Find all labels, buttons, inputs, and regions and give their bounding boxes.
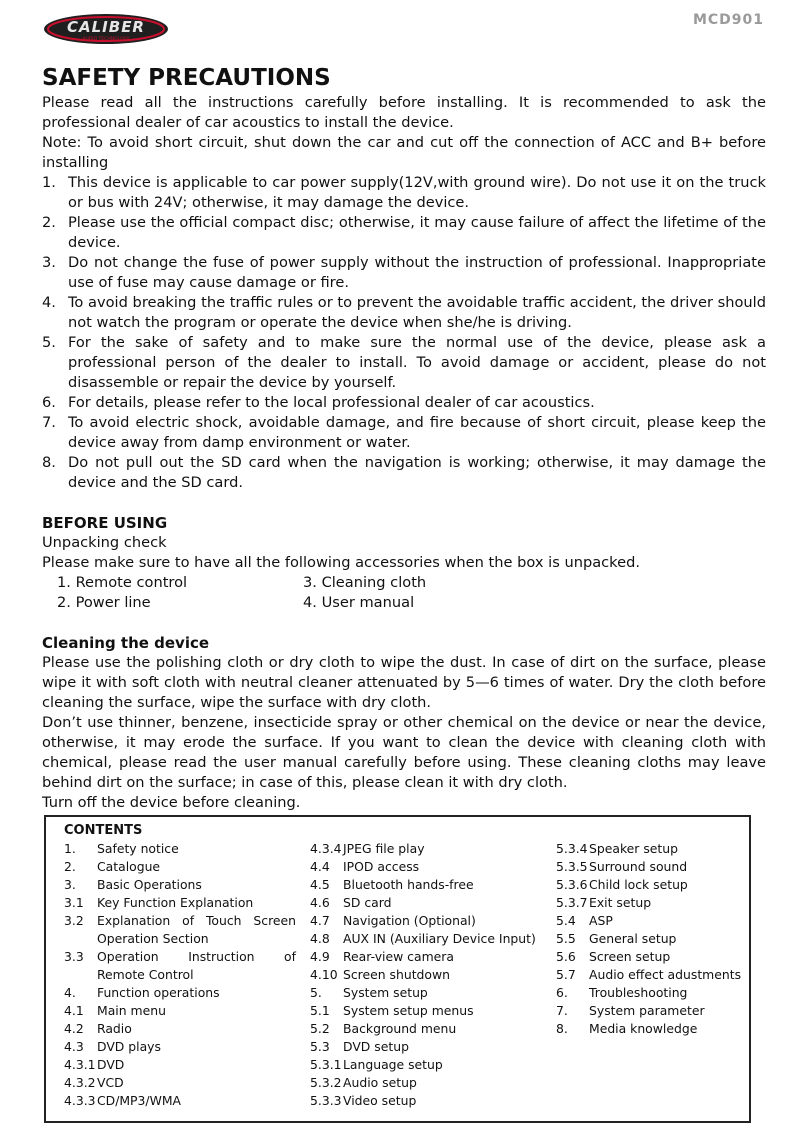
contents-item bbox=[556, 858, 746, 876]
contents-item bbox=[310, 1092, 544, 1110]
contents-item-number: 5.3 bbox=[310, 1039, 330, 1054]
contents-item-label: ASP bbox=[589, 913, 613, 928]
contents-item-number: 5.5 bbox=[556, 931, 576, 946]
list-item bbox=[42, 413, 766, 453]
contents-item-label: Language setup bbox=[343, 1057, 443, 1072]
contents-item-number: 4.3.3 bbox=[64, 1093, 96, 1108]
contents-item-label: Exit setup bbox=[589, 895, 652, 910]
safety-note: Note: To avoid short circuit, shut down the car and cut off the connection of ACC and B+ before installing bbox=[42, 134, 766, 171]
contents-item-label: DVD plays bbox=[97, 1039, 161, 1054]
contents-item-label: Explanation of Touch Screen Operation Section bbox=[97, 913, 296, 946]
contents-item bbox=[556, 840, 746, 858]
contents-item-number: 5.3.3 bbox=[310, 1093, 342, 1108]
contents-item-number: 3.1 bbox=[64, 895, 84, 910]
contents-item-number: 4.7 bbox=[310, 913, 330, 928]
contents-item-number: 1. bbox=[64, 841, 76, 856]
contents-item-number: 5.3.4 bbox=[556, 841, 588, 856]
safety-title: SAFETY PRECAUTIONS bbox=[42, 65, 331, 91]
contents-item-label: Navigation (Optional) bbox=[343, 913, 476, 928]
contents-item-number: 5.7 bbox=[556, 967, 576, 982]
svg-text:CALIBER: CALIBER bbox=[67, 18, 145, 36]
contents-item bbox=[556, 912, 746, 930]
contents-item bbox=[556, 984, 746, 1002]
contents-item-label: Video setup bbox=[343, 1093, 417, 1108]
contents-item-number: 2. bbox=[64, 859, 76, 874]
contents-item bbox=[310, 984, 544, 1002]
contents-item bbox=[64, 1074, 296, 1092]
contents-item-number: 5.2 bbox=[310, 1021, 330, 1036]
contents-item-label: Child lock setup bbox=[589, 877, 688, 892]
list-item bbox=[42, 333, 766, 393]
contents-item-label: Background menu bbox=[343, 1021, 457, 1036]
page-header bbox=[0, 0, 808, 50]
contents-item-number: 4.2 bbox=[64, 1021, 84, 1036]
item-text: To avoid breaking the traffic rules or to prevent the avoidable traffic accident, the driver should not watch the program or operate the device when she/he is driving. bbox=[68, 294, 766, 331]
accessory-item: 4. User manual bbox=[303, 594, 415, 611]
contents-item bbox=[556, 1002, 746, 1020]
item-text: For the sake of safety and to make sure the normal use of the device, please ask a professional person of the dealer to install. To avoid damage or accident, please do not disassemble or repair the device by yourself. bbox=[68, 334, 766, 391]
accessories-list bbox=[42, 573, 766, 613]
list-item bbox=[42, 173, 766, 213]
list-item bbox=[42, 293, 766, 333]
contents-item-label: JPEG file play bbox=[343, 841, 425, 856]
contents-item bbox=[64, 912, 296, 948]
contents-item-label: Key Function Explanation bbox=[97, 895, 254, 910]
contents-item-number: 4.6 bbox=[310, 895, 330, 910]
contents-item-label: Screen setup bbox=[589, 949, 671, 964]
item-number: 5. bbox=[42, 334, 56, 351]
contents-item bbox=[310, 858, 544, 876]
contents-item-number: 4.4 bbox=[310, 859, 330, 874]
contents-column-3 bbox=[556, 840, 746, 1038]
contents-item bbox=[310, 894, 544, 912]
contents-item bbox=[64, 876, 296, 894]
contents-item-label: System setup menus bbox=[343, 1003, 474, 1018]
contents-item-label: Troubleshooting bbox=[589, 985, 688, 1000]
item-text: For details, please refer to the local professional dealer of car acoustics. bbox=[68, 394, 595, 411]
accessory-item: 2. Power line bbox=[57, 594, 151, 611]
item-text: To avoid electric shock, avoidable damage, and fire because of short circuit, please keep the device away from damp environment or water. bbox=[68, 414, 766, 451]
contents-item-number: 4. bbox=[64, 985, 76, 1000]
model-number: MCD901 bbox=[692, 12, 764, 28]
item-number: 2. bbox=[42, 214, 56, 231]
contents-item bbox=[556, 1020, 746, 1038]
contents-item-number: 8. bbox=[556, 1021, 568, 1036]
item-text: Do not change the fuse of power supply without the instruction of professional. Inappropriate use of fuse may cause damage or fire. bbox=[68, 254, 766, 291]
contents-item bbox=[64, 1038, 296, 1056]
contents-item bbox=[556, 894, 746, 912]
accessory-item: 1. Remote control bbox=[57, 574, 188, 591]
contents-item bbox=[64, 1056, 296, 1074]
contents-item bbox=[556, 966, 746, 984]
contents-item-number: 4.3.4 bbox=[310, 841, 342, 856]
contents-item-label: System setup bbox=[343, 985, 428, 1000]
contents-item-label: Media knowledge bbox=[589, 1021, 698, 1036]
contents-item-number: 5.3.2 bbox=[310, 1075, 342, 1090]
svg-text:AUDIO TECHNOLOGY: AUDIO TECHNOLOGY bbox=[82, 37, 130, 42]
contents-item-number: 4.8 bbox=[310, 931, 330, 946]
contents-item-label: Main menu bbox=[97, 1003, 166, 1018]
contents-item-label: Audio setup bbox=[343, 1075, 417, 1090]
contents-item-number: 4.1 bbox=[64, 1003, 84, 1018]
contents-item bbox=[310, 1020, 544, 1038]
contents-item-number: 4.10 bbox=[310, 967, 338, 982]
contents-item bbox=[556, 876, 746, 894]
precautions-list bbox=[42, 173, 766, 493]
contents-item-number: 4.5 bbox=[310, 877, 330, 892]
contents-item bbox=[310, 1056, 544, 1074]
contents-item-label: Safety notice bbox=[97, 841, 179, 856]
contents-item bbox=[310, 1074, 544, 1092]
contents-item bbox=[310, 948, 544, 966]
contents-item-number: 4.3.2 bbox=[64, 1075, 96, 1090]
contents-item-number: 7. bbox=[556, 1003, 568, 1018]
list-item bbox=[42, 253, 766, 293]
contents-item-label: Operation Instruction of Remote Control bbox=[97, 949, 296, 982]
contents-item bbox=[556, 930, 746, 948]
contents-item-number: 6. bbox=[556, 985, 568, 1000]
contents-item-number: 4.3.1 bbox=[64, 1057, 96, 1072]
contents-item-number: 3.2 bbox=[64, 913, 84, 928]
contents-item bbox=[310, 912, 544, 930]
contents-item-number: 5.3.7 bbox=[556, 895, 588, 910]
contents-item-label: Surround sound bbox=[589, 859, 688, 874]
contents-item bbox=[64, 984, 296, 1002]
cleaning-title: Cleaning the device bbox=[42, 634, 210, 652]
contents-item bbox=[64, 858, 296, 876]
list-item bbox=[42, 453, 766, 493]
contents-item bbox=[64, 1020, 296, 1038]
page-content bbox=[42, 64, 766, 813]
contents-item-number: 5.3.1 bbox=[310, 1057, 342, 1072]
contents-item-label: Bluetooth hands-free bbox=[343, 877, 474, 892]
contents-item-number: 5.6 bbox=[556, 949, 576, 964]
contents-item-number: 5.3.6 bbox=[556, 877, 588, 892]
contents-item bbox=[310, 1038, 544, 1056]
contents-item-label: IPOD access bbox=[343, 859, 420, 874]
before-using-title: BEFORE USING bbox=[42, 514, 168, 532]
contents-item bbox=[64, 840, 296, 858]
contents-item bbox=[310, 1002, 544, 1020]
before-using-text: Please make sure to have all the following accessories when the box is unpacked. bbox=[42, 554, 640, 571]
contents-item-label: General setup bbox=[589, 931, 677, 946]
contents-item bbox=[310, 840, 544, 858]
contents-item-label: DVD setup bbox=[343, 1039, 409, 1054]
contents-column-2 bbox=[310, 840, 544, 1110]
contents-item bbox=[556, 948, 746, 966]
contents-item-number: 4.9 bbox=[310, 949, 330, 964]
item-number: 7. bbox=[42, 414, 56, 431]
contents-item bbox=[64, 948, 296, 984]
contents-item bbox=[64, 1092, 296, 1110]
item-text: Please use the official compact disc; otherwise, it may cause failure of affect the lifetime of the device. bbox=[68, 214, 766, 251]
contents-item-label: Function operations bbox=[97, 985, 220, 1000]
contents-item-number: 5.3.5 bbox=[556, 859, 588, 874]
item-number: 1. bbox=[42, 174, 56, 191]
contents-item-label: Catalogue bbox=[97, 859, 161, 874]
cleaning-paragraph-1: Please use the polishing cloth or dry cloth to wipe the dust. In case of dirt on the surface, please wipe it with soft cloth with neutral cleaner attenuated by 5—6 times of water. Dry the cloth before cleaning the surface, wipe the surface with dry cloth. bbox=[42, 654, 766, 711]
accessory-item: 3. Cleaning cloth bbox=[303, 574, 427, 591]
contents-item-number: 5.1 bbox=[310, 1003, 330, 1018]
item-number: 4. bbox=[42, 294, 56, 311]
contents-item-label: Rear-view camera bbox=[343, 949, 454, 964]
contents-item-number: 5. bbox=[310, 985, 322, 1000]
before-using-subtitle: Unpacking check bbox=[42, 534, 167, 551]
item-number: 3. bbox=[42, 254, 56, 271]
contents-item-label: CD/MP3/WMA bbox=[97, 1093, 182, 1108]
contents-column-1 bbox=[64, 840, 296, 1110]
contents-item-label: Basic Operations bbox=[97, 877, 202, 892]
contents-title: CONTENTS bbox=[64, 823, 143, 838]
contents-item bbox=[310, 966, 544, 984]
contents-item-label: AUX IN (Auxiliary Device Input) bbox=[343, 931, 536, 946]
contents-item-label: Radio bbox=[97, 1021, 132, 1036]
cleaning-paragraph-3: Turn off the device before cleaning. bbox=[42, 794, 301, 811]
contents-item-number: 4.3 bbox=[64, 1039, 84, 1054]
contents-item-number: 3.3 bbox=[64, 949, 84, 964]
contents-item-label: VCD bbox=[97, 1075, 124, 1090]
contents-item-label: Audio effect adustments bbox=[589, 967, 742, 982]
contents-item bbox=[64, 1002, 296, 1020]
item-number: 6. bbox=[42, 394, 56, 411]
safety-intro: Please read all the instructions carefully before installing. It is recommended to ask the professional dealer of car acoustics to install the device. bbox=[42, 94, 766, 131]
contents-item-label: SD card bbox=[343, 895, 392, 910]
cleaning-paragraph-2: Don’t use thinner, benzene, insecticide spray or other chemical on the device or near the device, otherwise, it may erode the surface. If you want to clean the device with cleaning cloth with chemical, please read the user manual carefully before using. These cleaning cloths may leave behind dirt on the surface; in case of this, please clean it with dry cloth. bbox=[42, 714, 766, 791]
contents-item-label: Screen shutdown bbox=[343, 967, 450, 982]
contents-item-label: Speaker setup bbox=[589, 841, 678, 856]
item-number: 8. bbox=[42, 454, 56, 471]
contents-item bbox=[310, 876, 544, 894]
contents-item-label: System parameter bbox=[589, 1003, 705, 1018]
item-text: Do not pull out the SD card when the navigation is working; otherwise, it may damage the device and the SD card. bbox=[68, 454, 766, 491]
contents-item bbox=[310, 930, 544, 948]
contents-item-number: 5.4 bbox=[556, 913, 576, 928]
caliber-logo bbox=[42, 12, 170, 46]
list-item bbox=[42, 213, 766, 253]
contents-item-number: 3. bbox=[64, 877, 76, 892]
item-text: This device is applicable to car power supply(12V,with ground wire). Do not use it on the truck or bus with 24V; otherwise, it may damage the device. bbox=[68, 174, 766, 211]
contents-box bbox=[44, 815, 751, 1123]
contents-item bbox=[64, 894, 296, 912]
contents-item-label: DVD bbox=[97, 1057, 125, 1072]
list-item bbox=[42, 393, 766, 413]
